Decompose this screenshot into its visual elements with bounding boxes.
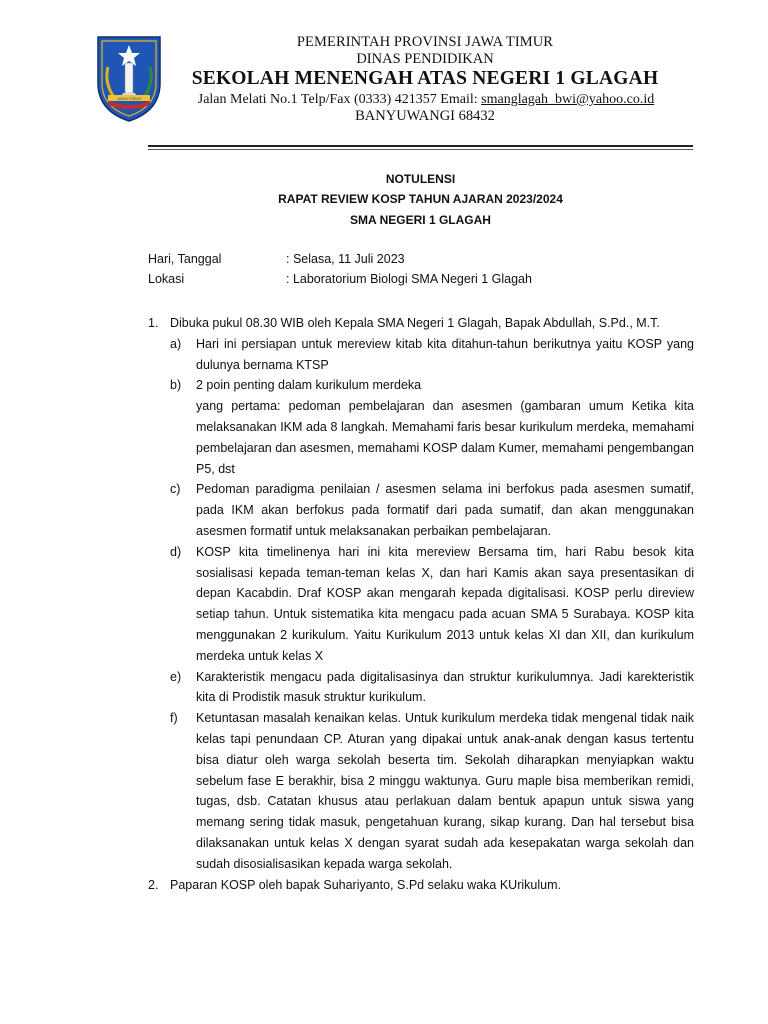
sub-text: 2 poin penting dalam kurikulum merdeka — [196, 378, 422, 393]
agenda-item-2 — [148, 875, 694, 896]
sub-letter: d) — [170, 544, 182, 559]
sub-text: KOSP kita timelinenya hari ini kita mereview Bersama tim, hari Rabu besok kita sosialisasi kepada teman-teman kelas X, dan hari Kamis akan saya presentasikan di depan Kacabdin. Draf KOSP akan mengarah kepada digitalisasi. KOSP perlu direview setiap tahun. Untuk sistematika kita mengacu pada acuan SMA 5 Surabaya. KOSP kita menggunakan 2 kurikulum. Yaitu Kurikulum 2013 untuk kelas XI dan XII, dan kurikulum merdeka untuk kelas X — [196, 544, 694, 663]
province-emblem-logo — [94, 33, 164, 123]
location-label: Lokasi — [148, 272, 185, 286]
sub-list — [148, 334, 694, 875]
header-divider-thick — [148, 145, 693, 147]
address-text: Jalan Melati No.1 Telp/Fax (0333) 421357 Email: — [197, 92, 482, 107]
sub-text-continued: yang pertama: pedoman pembelajaran dan asesmen (gambaran umum Ketika kita melaksanakan IKM ada 8 langkah. Memahami faris besar kurikulum merdeka, memahami pembelajaran dan asesmen, memahami KOSP dalam Kumer, memahami pengembangan P5, dst — [196, 399, 694, 476]
doc-school: SMA NEGERI 1 GLAGAH — [350, 213, 491, 227]
sub-letter: e) — [170, 669, 182, 684]
sub-letter: b) — [170, 378, 182, 393]
letterhead-government: PEMERINTAH PROVINSI JAWA TIMUR — [296, 34, 554, 50]
item-number: 1. — [148, 316, 159, 330]
header-divider-thin — [148, 149, 693, 150]
sub-item-c — [148, 479, 694, 541]
item-number: 2. — [148, 877, 159, 892]
letterhead-department: DINAS PENDIDIKAN — [356, 51, 494, 67]
item-text: Dibuka pukul 08.30 WIB oleh Kepala SMA Negeri 1 Glagah, Bapak Abdullah, S.Pd., M.T. — [170, 316, 660, 330]
doc-title: NOTULENSI — [385, 172, 456, 186]
letterhead-address — [156, 92, 696, 108]
date-label: Hari, Tanggal — [148, 252, 222, 266]
sub-text: Karakteristik mengacu pada digitalisasinya dan struktur kurikulumnya. Jadi karekteristik kita di Prodistik masuk struktur kurikulum. — [196, 669, 694, 705]
date-value: : Selasa, 11 Juli 2023 — [286, 252, 405, 266]
letterhead-city: BANYUWANGI 68432 — [355, 108, 495, 124]
email-link[interactable]: smanglagah_bwi@yahoo.co.id — [481, 92, 655, 107]
location-value: : Laboratorium Biologi SMA Negeri 1 Glagah — [286, 272, 532, 286]
item-text: Paparan KOSP oleh bapak Suhariyanto, S.Pd selaku waka KUrikulum. — [170, 877, 561, 892]
letterhead-school-name: SEKOLAH MENENGAH ATAS NEGERI 1 GLAGAH — [191, 68, 659, 89]
sub-item-d — [148, 542, 694, 667]
sub-item-f — [148, 708, 694, 874]
agenda-list — [148, 313, 694, 895]
sub-letter: c) — [170, 482, 181, 497]
minutes-body — [148, 313, 694, 895]
sub-text: Ketuntasan masalah kenaikan kelas. Untuk kurikulum merdeka tidak mengenal tidak naik kelas tapi penundaan CP. Aturan yang dipakai untuk anak-anak dengan kasus tertentu bisa diatur oleh warga sekolah beserta tim. Sekolah diharapkan menyiapkan waktu sebelum fase E berakhir, bisa 2 minggu waktunya. Guru maple bisa memberikan remidi, tugas, dsb. Catatan khusus atau perlakuan dalam bentuk apapun untuk siswa yang memang sering tidak masuk, pengetahuan kurang, sikap kurang. Dan hal tersebut bisa dilaksanakan untuk kelas X dengan syarat sudah ada kesepakatan warga sekolah dan sudah disosialisasikan kepada warga sekolah. — [196, 711, 694, 871]
sub-letter: f) — [170, 711, 178, 726]
sub-item-a — [148, 334, 694, 376]
sub-item-e — [148, 667, 694, 709]
sub-text: Pedoman paradigma penilaian / asesmen selama ini berfokus pada asesmen sumatif, pada IKM akan berfokus pada formatif dari pada sumatif, dan akan menggunakan asesmen formatif untuk melaksanakan perbaikan pembelajaran. — [196, 482, 694, 538]
sub-letter: a) — [170, 336, 182, 351]
sub-text: Hari ini persiapan untuk mereview kitab kita ditahun-tahun berikutnya yaitu KOSP yang dulunya bernama KTSP — [196, 336, 694, 372]
sub-item-b — [148, 375, 694, 479]
doc-subtitle: RAPAT REVIEW KOSP TAHUN AJARAN 2023/2024 — [278, 192, 563, 206]
agenda-item-1 — [148, 313, 694, 875]
logo-lettering: JAWA TIMUR — [116, 96, 142, 101]
